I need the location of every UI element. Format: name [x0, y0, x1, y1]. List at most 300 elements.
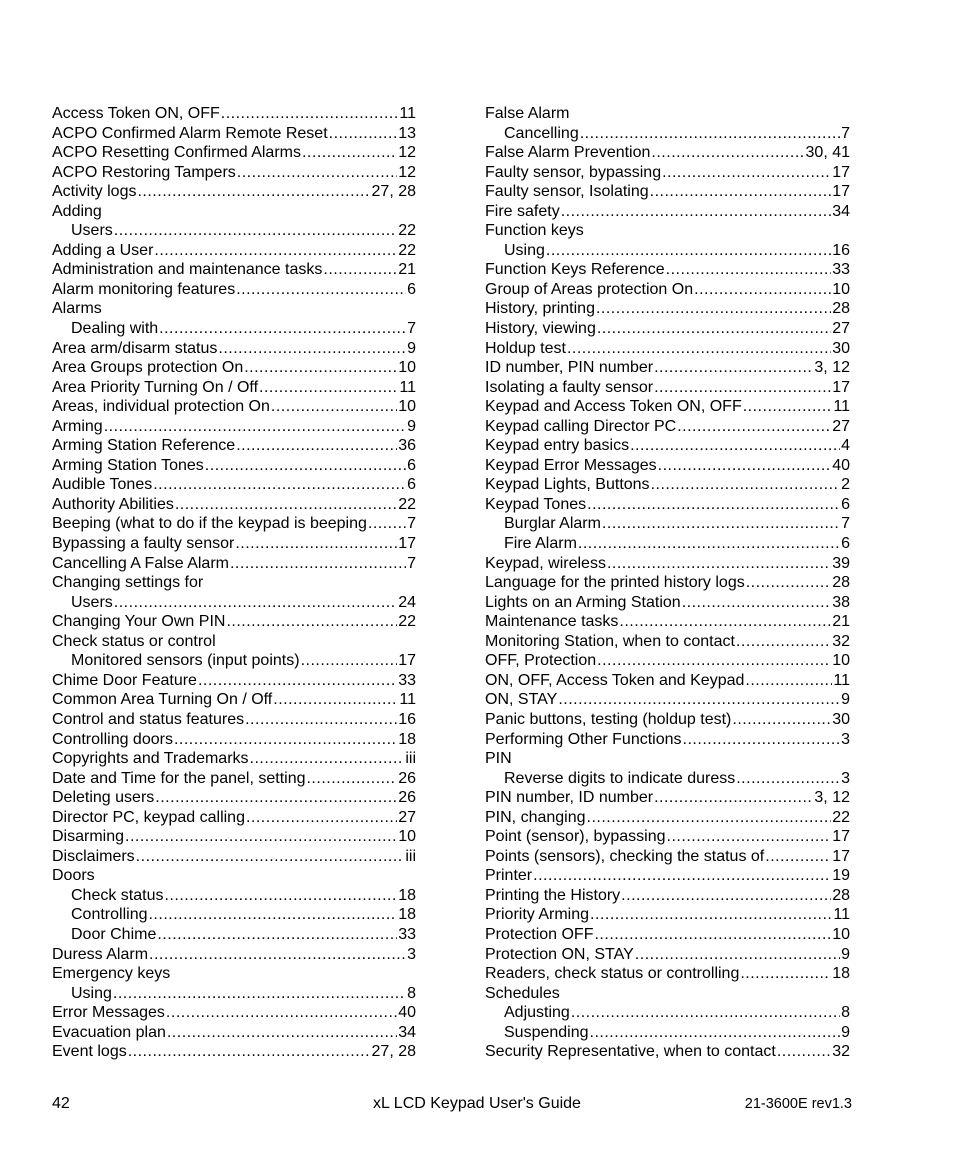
index-page-numbers: 38 — [832, 593, 850, 611]
index-subentry — [52, 221, 416, 241]
index-term: Common Area Turning On / Off — [52, 691, 273, 709]
index-entry — [485, 788, 850, 808]
footer-document-number: 21-3600E rev1.3 — [744, 1096, 852, 1112]
index-entry — [52, 554, 416, 574]
index-entry — [485, 1042, 850, 1062]
index-term: Authority Abilities — [52, 495, 174, 513]
dot-leader — [246, 808, 397, 828]
index-page-numbers: 10 — [832, 652, 850, 670]
index-page-numbers: 6 — [841, 495, 850, 513]
dot-leader — [546, 241, 831, 261]
index-term: Priority Arming — [485, 906, 590, 924]
index-page-numbers: 2 — [841, 476, 850, 494]
index-term: Isolating a faulty sensor — [485, 378, 654, 396]
index-page-numbers: 11 — [399, 105, 416, 122]
dot-leader — [558, 690, 840, 710]
index-page-numbers: 3, 12 — [814, 359, 850, 377]
index-page-numbers: 33 — [398, 925, 416, 943]
index-page-numbers: 8 — [407, 984, 416, 1002]
index-term: Alarm monitoring features — [52, 280, 236, 298]
index-term: Access Token ON, OFF — [52, 105, 220, 122]
dot-leader — [302, 143, 397, 163]
index-term: Changing Your Own PIN — [52, 613, 226, 631]
index-entry — [485, 554, 850, 574]
dot-leader — [323, 260, 397, 280]
index-term: False Alarm Prevention — [485, 144, 651, 162]
index-page-numbers: 9 — [407, 417, 416, 435]
index-term: Disclaimers — [52, 847, 135, 865]
index-term: Printer — [485, 867, 533, 885]
index-page-numbers: 21 — [832, 613, 850, 631]
index-term: ACPO Restoring Tampers — [52, 163, 236, 181]
index-heading — [52, 299, 416, 319]
index-heading — [485, 221, 850, 241]
dot-leader — [226, 612, 397, 632]
dot-leader — [662, 163, 831, 183]
index-entry — [485, 827, 850, 847]
dot-leader — [658, 456, 832, 476]
index-term: ACPO Confirmed Alarm Remote Reset — [52, 124, 328, 142]
index-page-numbers: 22 — [398, 222, 416, 240]
dot-leader — [745, 671, 832, 691]
index-entry — [52, 260, 416, 280]
index-term: Disarming — [52, 828, 125, 846]
index-entry — [485, 866, 850, 886]
index-entry — [52, 1042, 416, 1062]
index-page-numbers: 16 — [832, 241, 850, 259]
index-term: Maintenance tasks — [485, 613, 619, 631]
index-term: Holdup test — [485, 339, 566, 357]
dot-leader — [635, 945, 840, 965]
index-subentry — [52, 905, 416, 925]
index-subentry — [485, 769, 850, 789]
index-entry — [485, 202, 850, 222]
dot-leader — [114, 221, 397, 241]
index-subentry — [485, 514, 850, 534]
index-entry — [485, 456, 850, 476]
index-term: Users — [71, 222, 113, 240]
index-entry — [485, 925, 850, 945]
index-page-numbers: 22 — [832, 808, 850, 826]
index-page-numbers: 33 — [832, 261, 850, 279]
index-entry — [485, 612, 850, 632]
dot-leader — [561, 202, 832, 222]
index-page-numbers: 10 — [398, 359, 416, 377]
index-term: Audible Tones — [52, 476, 153, 494]
index-term: Function Keys Reference — [485, 261, 665, 279]
dot-leader — [578, 534, 840, 554]
dot-leader — [164, 886, 397, 906]
index-term: Adding — [52, 202, 102, 220]
dot-leader — [104, 417, 406, 437]
index-page-numbers: 3 — [841, 730, 850, 748]
index-page-numbers: 40 — [832, 456, 850, 474]
index-term: Chime Door Feature — [52, 671, 197, 689]
dot-leader — [607, 554, 831, 574]
index-term: Keypad Tones — [485, 495, 587, 513]
index-entry — [485, 319, 850, 339]
index-entry — [52, 612, 416, 632]
index-page-numbers: 18 — [832, 965, 850, 983]
dot-leader — [236, 280, 406, 300]
dot-leader — [743, 397, 833, 417]
dot-leader — [230, 554, 406, 574]
index-page-numbers: 17 — [398, 535, 416, 553]
index-term: Users — [71, 593, 113, 611]
index-entry — [52, 827, 416, 847]
index-page-numbers: 36 — [398, 437, 416, 455]
index-page-numbers: 39 — [832, 554, 850, 572]
index-entry — [52, 1003, 416, 1023]
index-term: Using — [71, 984, 112, 1002]
index-entry — [485, 847, 850, 867]
index-term: Keypad Lights, Buttons — [485, 476, 650, 494]
index-term: Administration and maintenance tasks — [52, 261, 323, 279]
index-term: Error Messages — [52, 1004, 165, 1022]
index-entry — [485, 651, 850, 671]
index-term: Beeping (what to do if the keypad is beeping — [52, 515, 367, 533]
index-entry — [52, 397, 416, 417]
dot-leader — [682, 593, 832, 613]
index-page-numbers: 22 — [398, 613, 416, 631]
index-page-numbers: 17 — [832, 847, 850, 865]
index-entry — [52, 710, 416, 730]
index-term: Alarms — [52, 300, 102, 318]
index-heading — [52, 573, 416, 593]
index-term: History, printing — [485, 300, 595, 318]
index-page-numbers: 9 — [841, 691, 850, 709]
index-entry — [52, 143, 416, 163]
index-page-numbers: 12 — [398, 144, 416, 162]
index-term: Emergency keys — [52, 965, 171, 983]
index-page-numbers: 34 — [832, 202, 850, 220]
index-heading — [485, 104, 850, 124]
index-entry — [485, 632, 850, 652]
dot-leader — [174, 730, 397, 750]
index-page-numbers: 11 — [833, 906, 850, 924]
index-term: Dealing with — [71, 320, 159, 338]
dot-leader — [746, 573, 831, 593]
index-term: Bypassing a faulty sensor — [52, 535, 235, 553]
index-entry — [52, 456, 416, 476]
index-term: Panic buttons, testing (holdup test) — [485, 710, 732, 728]
index-term: ON, STAY — [485, 691, 558, 709]
dot-leader — [736, 632, 831, 652]
index-term: Area arm/disarm status — [52, 339, 218, 357]
index-term: Printing the History — [485, 886, 621, 904]
index-page-numbers: 18 — [398, 906, 416, 924]
index-entry — [485, 808, 850, 828]
index-page-numbers: 22 — [398, 495, 416, 513]
dot-leader — [128, 1042, 371, 1062]
index-term: Keypad and Access Token ON, OFF — [485, 398, 742, 416]
index-page-numbers: 4 — [841, 437, 850, 455]
index-term: Readers, check status or controlling — [485, 965, 740, 983]
index-entry — [52, 788, 416, 808]
index-term: Burglar Alarm — [504, 515, 601, 533]
footer-page-number: 42 — [52, 1095, 70, 1112]
index-page-numbers: 10 — [398, 398, 416, 416]
index-term: Lights on an Arming Station — [485, 593, 681, 611]
index-entry — [52, 534, 416, 554]
index-page-numbers: 18 — [398, 730, 416, 748]
index-term: Monitored sensors (input points) — [71, 652, 300, 670]
footer-document-title: xL LCD Keypad User's Guide — [373, 1095, 581, 1112]
dot-leader — [736, 769, 840, 789]
index-page-numbers: 28 — [832, 574, 850, 592]
index-page-numbers: 18 — [398, 886, 416, 904]
index-page-numbers: 19 — [832, 867, 850, 885]
index-term: Duress Alarm — [52, 945, 149, 963]
dot-leader — [205, 456, 406, 476]
dot-leader — [667, 827, 832, 847]
dot-leader — [259, 378, 398, 398]
index-entry — [485, 280, 850, 300]
index-entry — [485, 593, 850, 613]
dot-leader — [597, 319, 831, 339]
dot-leader — [590, 1023, 841, 1043]
index-entry — [52, 124, 416, 144]
dot-leader — [619, 612, 831, 632]
index-entry — [485, 378, 850, 398]
index-entry — [485, 964, 850, 984]
index-subentry — [485, 124, 850, 144]
index-page-numbers: 27, 28 — [371, 183, 416, 201]
index-entry — [485, 730, 850, 750]
index-page-numbers: 33 — [398, 671, 416, 689]
index-term: OFF, Protection — [485, 652, 597, 670]
index-subentry — [52, 651, 416, 671]
index-heading — [485, 749, 850, 769]
index-term: Adjusting — [504, 1004, 570, 1022]
dot-leader — [244, 358, 397, 378]
index-page-numbers: 40 — [398, 1004, 416, 1022]
index-entry — [52, 514, 416, 534]
index-page-numbers: 11 — [399, 691, 416, 709]
index-page-numbers: 9 — [841, 945, 850, 963]
index-term: Point (sensor), bypassing — [485, 828, 666, 846]
dot-leader — [273, 690, 398, 710]
index-term: History, viewing — [485, 320, 596, 338]
index-subentry — [52, 984, 416, 1004]
dot-leader — [154, 241, 397, 261]
index-entry — [485, 436, 850, 456]
index-term: Areas, individual protection On — [52, 398, 270, 416]
index-entry — [52, 749, 416, 769]
index-page-numbers: 32 — [832, 1043, 850, 1061]
index-page-numbers: 26 — [398, 789, 416, 807]
index-term: Keypad Error Messages — [485, 456, 657, 474]
dot-leader — [567, 339, 831, 359]
dot-leader — [654, 788, 813, 808]
index-entry — [485, 886, 850, 906]
index-term: Controlling — [71, 906, 148, 924]
index-page-numbers: 27 — [832, 320, 850, 338]
index-term: Security Representative, when to contact — [485, 1043, 776, 1061]
dot-leader — [368, 514, 406, 534]
index-entry — [52, 475, 416, 495]
dot-leader — [235, 534, 397, 554]
index-term: Evacuation plan — [52, 1023, 166, 1041]
index-heading — [485, 984, 850, 1004]
index-term: PIN, changing — [485, 808, 586, 826]
index-heading — [52, 202, 416, 222]
index-page-numbers: 28 — [832, 886, 850, 904]
index-term: Deleting users — [52, 789, 155, 807]
index-entry — [52, 769, 416, 789]
index-entry — [52, 339, 416, 359]
index-page-numbers: 11 — [399, 378, 416, 396]
dot-leader — [137, 182, 370, 202]
index-entry — [52, 671, 416, 691]
index-term: Group of Areas protection On — [485, 280, 694, 298]
index-entry — [52, 417, 416, 437]
dot-leader — [740, 964, 831, 984]
dot-leader — [533, 866, 831, 886]
dot-leader — [765, 847, 831, 867]
index-term: Changing settings for — [52, 574, 204, 592]
dot-leader — [654, 358, 813, 378]
dot-leader — [221, 104, 399, 124]
index-term: ID number, PIN number — [485, 359, 654, 377]
dot-leader — [650, 182, 832, 202]
dot-leader — [596, 299, 831, 319]
dot-leader — [245, 710, 397, 730]
index-entry — [485, 690, 850, 710]
index-term: Fire safety — [485, 202, 560, 220]
index-term: PIN number, ID number — [485, 789, 654, 807]
dot-leader — [157, 925, 397, 945]
index-term: Date and Time for the panel, setting — [52, 769, 306, 787]
index-page-numbers: 21 — [398, 261, 416, 279]
index-entry — [485, 417, 850, 437]
dot-leader — [113, 984, 406, 1004]
index-term: Performing Other Functions — [485, 730, 682, 748]
index-page-numbers: 30 — [832, 339, 850, 357]
index-term: Area Groups protection On — [52, 359, 244, 377]
index-page-numbers: 30, 41 — [805, 144, 850, 162]
index-entry — [52, 1023, 416, 1043]
index-term: Control and status features — [52, 710, 245, 728]
index-term: Arming Station Reference — [52, 437, 236, 455]
index-term: Copyrights and Trademarks — [52, 750, 249, 768]
index-term: Cancelling — [504, 124, 579, 142]
index-entry — [485, 573, 850, 593]
index-page-numbers: 17 — [832, 828, 850, 846]
index-term: Keypad, wireless — [485, 554, 606, 572]
index-term: Monitoring Station, when to contact — [485, 632, 735, 650]
index-entry — [485, 143, 850, 163]
index-subentry — [485, 1003, 850, 1023]
index-entry — [52, 280, 416, 300]
dot-leader — [571, 1003, 840, 1023]
index-term: Keypad entry basics — [485, 437, 630, 455]
index-entry — [485, 671, 850, 691]
index-term: Faulty sensor, Isolating — [485, 183, 649, 201]
index-entry — [52, 163, 416, 183]
index-heading — [52, 964, 416, 984]
index-page-numbers: 3, 12 — [814, 789, 850, 807]
index-page-numbers: 22 — [398, 241, 416, 259]
dot-leader — [651, 475, 841, 495]
dot-leader — [301, 651, 398, 671]
index-page-numbers: 27 — [398, 808, 416, 826]
index-term: Adding a User — [52, 241, 154, 259]
index-entry — [52, 241, 416, 261]
index-page-numbers: 17 — [832, 183, 850, 201]
index-page-numbers: 26 — [398, 769, 416, 787]
index-entry — [52, 945, 416, 965]
index-heading — [52, 866, 416, 886]
index-entry — [52, 730, 416, 750]
dot-leader — [155, 788, 397, 808]
index-page-numbers: 13 — [398, 124, 416, 142]
index-term: Language for the printed history logs — [485, 574, 745, 592]
index-term: Keypad calling Director PC — [485, 417, 677, 435]
dot-leader — [136, 847, 405, 867]
index-page-numbers: 10 — [832, 280, 850, 298]
dot-leader — [167, 1023, 397, 1043]
index-page-numbers: 27 — [832, 417, 850, 435]
dot-leader — [237, 163, 397, 183]
index-page-numbers: 6 — [407, 456, 416, 474]
index-entry — [485, 945, 850, 965]
dot-leader — [590, 905, 832, 925]
index-page-numbers: 10 — [398, 828, 416, 846]
dot-leader — [198, 671, 397, 691]
index-entry — [485, 397, 850, 417]
index-term: Cancelling A False Alarm — [52, 554, 229, 572]
index-entry — [52, 358, 416, 378]
index-entry — [52, 182, 416, 202]
index-entry — [52, 495, 416, 515]
index-entry — [485, 475, 850, 495]
dot-leader — [580, 124, 840, 144]
dot-leader — [654, 378, 831, 398]
index-page-numbers: 9 — [841, 1023, 850, 1041]
index-term: Arming — [52, 417, 103, 435]
index-term: Faulty sensor, bypassing — [485, 163, 662, 181]
index-term: Fire Alarm — [504, 535, 577, 553]
dot-leader — [329, 124, 398, 144]
dot-leader — [306, 769, 397, 789]
index-page-numbers: 27, 28 — [371, 1043, 416, 1061]
index-heading — [52, 632, 416, 652]
index-entry — [485, 182, 850, 202]
index-page-numbers: 24 — [398, 593, 416, 611]
index-entry — [52, 847, 416, 867]
dot-leader — [651, 143, 804, 163]
index-page-numbers: 7 — [407, 320, 416, 338]
index-term: Event logs — [52, 1043, 127, 1061]
index-term: False Alarm — [485, 105, 570, 122]
dot-leader — [694, 280, 831, 300]
dot-leader — [125, 827, 397, 847]
index-subentry — [485, 1023, 850, 1043]
dot-leader — [732, 710, 831, 730]
index-page-numbers: 6 — [407, 476, 416, 494]
index-subentry — [52, 886, 416, 906]
dot-leader — [621, 886, 831, 906]
index-page-numbers: 16 — [398, 710, 416, 728]
index-term: ACPO Resetting Confirmed Alarms — [52, 144, 301, 162]
dot-leader — [587, 495, 840, 515]
index-page-numbers: 11 — [833, 671, 850, 689]
index-term: Director PC, keypad calling — [52, 808, 245, 826]
index-term: PIN — [485, 750, 512, 768]
index-page-numbers: 7 — [841, 515, 850, 533]
dot-leader — [236, 436, 397, 456]
